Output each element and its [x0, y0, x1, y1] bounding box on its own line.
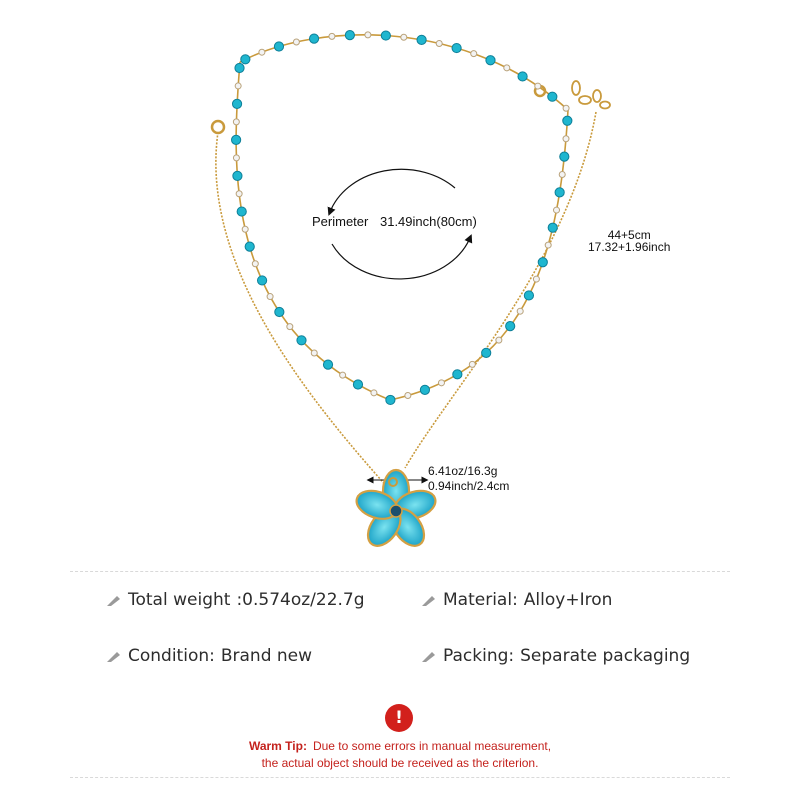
- length-inch: 17.32+1.96inch: [588, 240, 671, 254]
- crystal-bead: [535, 83, 541, 89]
- turquoise-bead: [232, 135, 241, 144]
- warm-tip-text2: the actual object should be received as the criterion.: [261, 756, 539, 770]
- turquoise-bead: [257, 276, 266, 285]
- turquoise-bead: [232, 99, 241, 108]
- crystal-bead: [267, 294, 273, 300]
- beaded-chain: [236, 62, 568, 400]
- pencil-icon: [106, 593, 122, 607]
- crystal-bead: [496, 337, 502, 343]
- crystal-bead: [438, 380, 444, 386]
- spec-key: Material:: [443, 590, 518, 610]
- perimeter-title: Perimeter: [312, 214, 369, 229]
- turquoise-bead: [452, 43, 461, 52]
- pencil-icon: [106, 649, 122, 663]
- crystal-bead: [401, 34, 407, 40]
- pencil-icon: [421, 649, 437, 663]
- length-label: [588, 229, 670, 253]
- turquoise-bead: [345, 31, 354, 40]
- divider-top: [70, 571, 730, 572]
- turquoise-bead: [560, 152, 569, 161]
- crystal-bead: [293, 39, 299, 45]
- crystal-bead: [287, 324, 293, 330]
- length-cm: 44+5cm: [607, 228, 651, 242]
- spec-value: Brand new: [220, 646, 313, 666]
- spec-key: Condition:: [128, 646, 215, 666]
- crystal-bead: [311, 350, 317, 356]
- warm-tip-line2: [0, 756, 800, 770]
- crystal-bead: [340, 372, 346, 378]
- crystal-bead: [504, 65, 510, 71]
- perimeter-label: [312, 214, 477, 229]
- spec-key: Total weight: [128, 590, 231, 610]
- turquoise-bead: [241, 55, 250, 64]
- turquoise-bead: [275, 307, 284, 316]
- turquoise-bead: [555, 188, 564, 197]
- turquoise-bead: [323, 360, 332, 369]
- spec-condition: [106, 646, 312, 666]
- turquoise-bead: [237, 207, 246, 216]
- crystal-bead: [554, 207, 560, 213]
- perimeter-arrow-bottom: [332, 238, 470, 279]
- crystal-bead: [329, 33, 335, 39]
- pendant-weight: 6.41oz/16.3g: [428, 464, 498, 478]
- pencil-icon: [421, 593, 437, 607]
- turquoise-bead: [309, 34, 318, 43]
- spec-total-weight: [106, 590, 365, 610]
- pendant-width: 0.94inch/2.4cm: [428, 479, 510, 493]
- crystal-bead: [233, 155, 239, 161]
- turquoise-bead: [548, 92, 557, 101]
- turquoise-bead: [297, 336, 306, 345]
- spec-packing: [421, 646, 690, 666]
- turquoise-bead: [506, 322, 515, 331]
- crystal-bead: [365, 32, 371, 38]
- crystal-bead: [405, 393, 411, 399]
- chain-clasp-left: [212, 121, 224, 133]
- crystal-bead: [517, 308, 523, 314]
- turquoise-bead: [274, 42, 283, 51]
- warm-tip-line1: [0, 739, 800, 753]
- turquoise-bead: [420, 385, 429, 394]
- spec-key: Packing:: [443, 646, 515, 666]
- turquoise-bead: [353, 380, 362, 389]
- turquoise-bead: [538, 258, 547, 267]
- pendant-size-label: [428, 464, 509, 494]
- warm-tip-text1: Due to some errors in manual measurement,: [312, 739, 552, 753]
- warm-tip-label: Warm Tip:: [248, 739, 307, 753]
- crystal-bead: [471, 51, 477, 57]
- turquoise-bead: [235, 63, 244, 72]
- warning-icon: !: [385, 704, 413, 732]
- crystal-bead: [242, 226, 248, 232]
- spec-value: Alloy+Iron: [523, 590, 613, 610]
- crystal-bead: [563, 136, 569, 142]
- turquoise-bead: [453, 370, 462, 379]
- turquoise-bead: [386, 395, 395, 404]
- turquoise-bead: [518, 72, 527, 81]
- crystal-bead: [559, 172, 565, 178]
- crystal-bead: [259, 49, 265, 55]
- turquoise-bead: [524, 291, 533, 300]
- turquoise-bead: [482, 348, 491, 357]
- turquoise-bead: [417, 35, 426, 44]
- spec-material: [421, 590, 612, 610]
- crystal-bead: [533, 276, 539, 282]
- spec-value: Separate packaging: [520, 646, 691, 666]
- crystal-bead: [469, 361, 475, 367]
- crystal-bead: [252, 261, 258, 267]
- crystal-bead: [233, 119, 239, 125]
- spec-value: 0.574oz/22.7g: [242, 590, 365, 610]
- perimeter-arrow-top: [330, 169, 455, 212]
- divider-bottom: [70, 777, 730, 778]
- crystal-bead: [236, 191, 242, 197]
- turquoise-bead: [245, 242, 254, 251]
- perimeter-value: 31.49inch(80cm): [379, 214, 477, 229]
- turquoise-bead: [486, 56, 495, 65]
- crystal-bead: [563, 105, 569, 111]
- crystal-bead: [436, 40, 442, 46]
- turquoise-bead: [233, 171, 242, 180]
- turquoise-bead: [563, 116, 572, 125]
- crystal-bead: [545, 242, 551, 248]
- turquoise-bead: [381, 31, 390, 40]
- turquoise-bead: [548, 223, 557, 232]
- extender-chain: [572, 81, 610, 109]
- crystal-bead: [371, 390, 377, 396]
- spec-sep: :: [236, 590, 243, 610]
- crystal-bead: [235, 83, 241, 89]
